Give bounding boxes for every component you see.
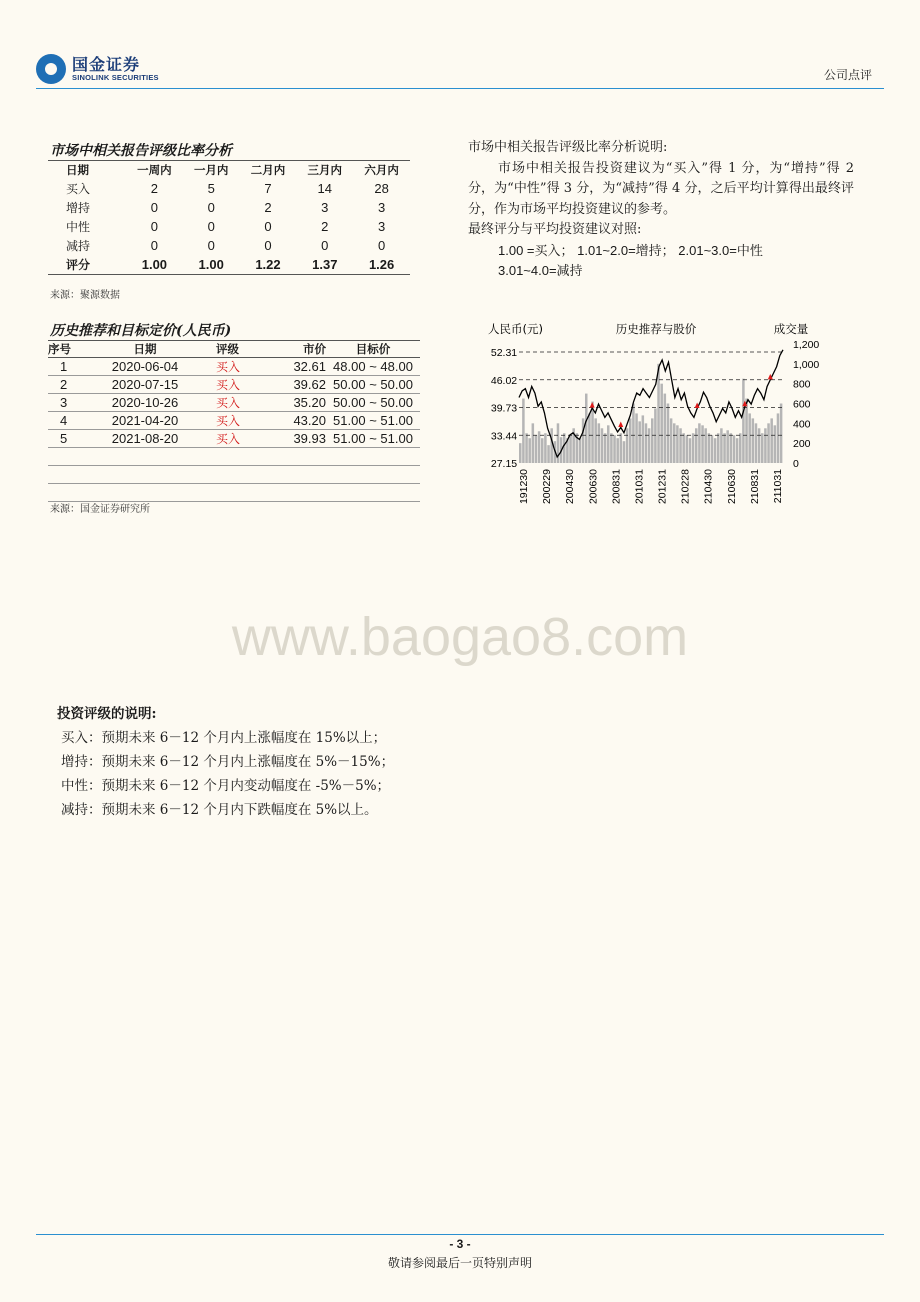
volume-bar bbox=[623, 441, 626, 463]
volume-bar bbox=[535, 435, 538, 463]
invest-rating-item: 买入：预期未来 6－12 个月内上涨幅度在 15%以上； bbox=[61, 730, 387, 746]
x-tick-label: 201231 bbox=[656, 469, 669, 505]
rating-cell: 3 bbox=[321, 200, 329, 215]
volume-bar bbox=[632, 404, 635, 464]
history-title: 历史推荐和目标定价(人民币) bbox=[50, 323, 232, 339]
history-empty-row bbox=[48, 448, 420, 466]
history-empty-cell bbox=[48, 466, 420, 484]
volume-bar bbox=[538, 431, 541, 463]
volume-bar bbox=[717, 433, 720, 463]
rating-cell: 0 bbox=[377, 238, 386, 253]
volume-bar bbox=[519, 443, 522, 463]
y-left-tick-label: 46.02 bbox=[490, 374, 518, 387]
recommendation-marker bbox=[590, 402, 595, 408]
rating-map-line-1: 1.00 =买入； 1.01~2.0=增持； 2.01~3.0=中性 bbox=[498, 242, 763, 258]
rating-row bbox=[48, 217, 410, 236]
price-recommendation-chart bbox=[466, 318, 836, 518]
volume-bar bbox=[761, 433, 764, 463]
rating-cell: 1.00 bbox=[183, 255, 240, 275]
volume-bar bbox=[629, 418, 632, 463]
history-cell-target: 51.00 ~ 51.00 bbox=[326, 430, 420, 448]
history-row bbox=[48, 394, 420, 412]
y-left-tick-label: 27.15 bbox=[490, 458, 518, 470]
volume-bar bbox=[664, 394, 667, 463]
volume-bar bbox=[648, 428, 651, 463]
rating-cell: 0 bbox=[321, 238, 329, 253]
history-source: 来源：国金证券研究所 bbox=[50, 504, 150, 515]
rating-map-line-2: 3.01~4.0=减持 bbox=[498, 263, 583, 278]
invest-rating-item: 中性：预期未来 6－12 个月内变动幅度在 -5%－5%； bbox=[61, 778, 391, 794]
volume-bar bbox=[657, 364, 660, 463]
volume-bar bbox=[579, 438, 582, 463]
rating-map-title: 最终评分与平均投资建议对照: bbox=[468, 222, 642, 237]
rating-row bbox=[48, 255, 410, 275]
col-header: 二月内 bbox=[250, 163, 286, 177]
rating-cell: 0 bbox=[207, 219, 215, 234]
history-cell-no: 3 bbox=[48, 394, 90, 412]
history-cell-rating: 买入 bbox=[200, 358, 286, 376]
y-left-tick-label: 52.31 bbox=[490, 347, 518, 359]
volume-bar bbox=[607, 425, 610, 463]
volume-bar bbox=[774, 425, 777, 463]
history-cell-rating: 买入 bbox=[200, 412, 286, 430]
volume-bar bbox=[598, 423, 601, 463]
volume-bar bbox=[613, 435, 616, 463]
rating-cell: 28 bbox=[374, 181, 389, 196]
volume-bar bbox=[770, 418, 773, 463]
volume-bar bbox=[642, 415, 645, 463]
volume-bar bbox=[626, 428, 629, 463]
col-header: 日期 bbox=[66, 163, 89, 177]
rating-cell: 1.22 bbox=[240, 255, 297, 275]
history-empty-cell bbox=[48, 448, 420, 466]
rating-desc-title: 市场中相关报告评级比率分析说明: bbox=[468, 140, 668, 155]
rating-cell: 14 bbox=[317, 181, 333, 196]
history-row bbox=[48, 358, 420, 376]
chart-ylabel-left: 人民币(元) bbox=[488, 322, 543, 336]
rating-desc-body: 市场中相关报告投资建议为“买入”得 1 分，为“增持”得 2 分，为“中性”得 3 分，为“减持”得 4 分，之后平均计算得出最终评分，作为市场平均投资建议的参考。 bbox=[468, 160, 854, 217]
col-header: 序号 bbox=[48, 341, 90, 358]
volume-bar bbox=[528, 438, 531, 463]
history-cell-rating: 买入 bbox=[200, 430, 286, 448]
history-empty-row bbox=[48, 484, 420, 502]
chart-ylabel-right: 成交量 bbox=[773, 322, 809, 336]
rating-row bbox=[48, 236, 410, 255]
history-cell-target: 51.00 ~ 51.00 bbox=[326, 412, 420, 430]
volume-bar bbox=[585, 394, 588, 463]
history-cell-price: 39.93 bbox=[286, 430, 326, 448]
history-row bbox=[48, 412, 420, 430]
x-tick-label: 200630 bbox=[587, 469, 600, 505]
y-right-tick-label: 400 bbox=[793, 418, 811, 431]
rating-row-label: 减持 bbox=[66, 239, 91, 253]
volume-bar bbox=[739, 433, 742, 463]
volume-bar bbox=[764, 428, 767, 463]
history-table bbox=[48, 340, 420, 502]
volume-bar bbox=[708, 433, 711, 463]
x-tick-label: 210630 bbox=[725, 469, 738, 505]
y-right-tick-label: 800 bbox=[793, 378, 811, 391]
x-tick-label: 200831 bbox=[610, 469, 623, 505]
history-cell-no: 2 bbox=[48, 376, 90, 394]
volume-bar bbox=[638, 421, 641, 463]
invest-rating-item: 减持：预期未来 6－12 个月内下跌幅度在 5%以上。 bbox=[61, 802, 378, 818]
volume-bar bbox=[541, 438, 544, 463]
volume-bar bbox=[733, 435, 736, 463]
col-header: 日期 bbox=[90, 341, 200, 358]
rating-stats-table bbox=[48, 160, 410, 275]
rating-cell: 1.37 bbox=[296, 255, 353, 275]
history-cell-target: 50.00 ~ 50.00 bbox=[326, 376, 420, 394]
company-logo-icon bbox=[36, 54, 66, 84]
history-cell-no: 5 bbox=[48, 430, 90, 448]
rating-cell: 2 bbox=[321, 219, 329, 234]
rating-cell: 0 bbox=[264, 238, 272, 253]
page-number: - 3 - bbox=[449, 1237, 471, 1251]
volume-bar bbox=[701, 425, 704, 463]
volume-bar bbox=[620, 433, 623, 463]
y-right-tick-label: 0 bbox=[793, 458, 799, 470]
volume-bar bbox=[563, 433, 566, 463]
history-empty-cell bbox=[48, 484, 420, 502]
history-row bbox=[48, 376, 420, 394]
volume-bar bbox=[654, 408, 657, 463]
company-logo-cn: 国金证券 bbox=[72, 55, 141, 74]
header-divider bbox=[36, 88, 884, 89]
volume-bar bbox=[550, 428, 553, 463]
invest-rating-title: 投资评级的说明: bbox=[57, 706, 157, 722]
volume-bar bbox=[610, 433, 613, 463]
volume-bar bbox=[720, 428, 723, 463]
volume-bar bbox=[742, 379, 745, 463]
history-cell-target: 48.00 ~ 48.00 bbox=[326, 358, 420, 376]
history-row bbox=[48, 430, 420, 448]
volume-bar bbox=[569, 435, 572, 463]
rating-cell: 0 bbox=[150, 219, 159, 234]
volume-bar bbox=[582, 418, 585, 463]
volume-bar bbox=[679, 428, 682, 463]
watermark: www.baogao8.com bbox=[231, 607, 689, 667]
history-cell-no: 4 bbox=[48, 412, 90, 430]
rating-row-label: 买入 bbox=[66, 182, 91, 196]
volume-bar bbox=[689, 438, 692, 463]
rating-row bbox=[48, 198, 410, 217]
volume-bar bbox=[711, 435, 714, 463]
volume-bar bbox=[601, 428, 604, 463]
company-logo-en: SINOLINK SECURITIES bbox=[72, 73, 159, 82]
footer-divider bbox=[36, 1234, 884, 1235]
col-header: 一月内 bbox=[193, 163, 229, 177]
y-right-tick-label: 1,200 bbox=[793, 339, 820, 351]
volume-bar bbox=[704, 428, 707, 463]
volume-bar bbox=[670, 418, 673, 463]
volume-bar bbox=[635, 413, 638, 463]
volume-bar bbox=[714, 438, 717, 463]
rating-cell: 0 bbox=[150, 200, 159, 215]
volume-bar bbox=[645, 423, 648, 463]
volume-bar bbox=[730, 433, 733, 463]
volume-bar bbox=[758, 428, 761, 463]
volume-bar bbox=[676, 425, 679, 463]
invest-rating-item: 增持：预期未来 6－12 个月内上涨幅度在 5%－15%； bbox=[61, 754, 395, 770]
col-header: 六月内 bbox=[364, 163, 399, 177]
rating-row-label: 中性 bbox=[66, 220, 91, 234]
volume-bar bbox=[682, 433, 685, 463]
history-cell-price: 43.20 bbox=[286, 412, 326, 430]
footer-disclaimer: 敬请参阅最后一页特别声明 bbox=[387, 1256, 532, 1270]
col-header: 市价 bbox=[286, 341, 326, 358]
rating-description bbox=[468, 138, 854, 282]
history-cell-price: 32.61 bbox=[286, 358, 326, 376]
rating-cell: 2 bbox=[150, 181, 159, 196]
volume-bar bbox=[522, 399, 525, 463]
history-cell-date: 2020-07-15 bbox=[90, 376, 200, 394]
y-axis-right bbox=[793, 339, 819, 470]
volume-bar bbox=[752, 418, 755, 463]
history-cell-price: 39.62 bbox=[286, 376, 326, 394]
rating-cell: 0 bbox=[150, 238, 159, 253]
rating-stats-source: 来源：聚源数据 bbox=[50, 290, 120, 301]
history-cell-rating: 买入 bbox=[200, 376, 286, 394]
x-tick-label: 210228 bbox=[679, 469, 692, 505]
volume-bar bbox=[525, 433, 528, 463]
col-header: 目标价 bbox=[326, 341, 420, 358]
invest-rating-section bbox=[57, 702, 394, 822]
rating-cell: 1.00 bbox=[126, 255, 183, 275]
report-type: 公司点评 bbox=[823, 68, 872, 82]
rating-cell: 1.26 bbox=[353, 255, 410, 275]
y-right-tick-label: 1,000 bbox=[793, 358, 820, 371]
volume-bar bbox=[777, 413, 780, 463]
rating-stats-title: 市场中相关报告评级比率分析 bbox=[50, 143, 232, 159]
volume-bar bbox=[748, 413, 751, 463]
x-tick-label: 210430 bbox=[702, 469, 715, 505]
history-cell-date: 2021-08-20 bbox=[90, 430, 200, 448]
rating-cell: 3 bbox=[377, 219, 386, 234]
x-tick-label: 200430 bbox=[564, 469, 577, 505]
history-cell-date: 2020-10-26 bbox=[90, 394, 200, 412]
volume-bar bbox=[698, 423, 701, 463]
col-header: 评级 bbox=[200, 341, 286, 358]
rating-row-label: 增持 bbox=[66, 201, 91, 215]
y-right-tick-label: 200 bbox=[793, 438, 811, 451]
x-axis bbox=[518, 469, 784, 504]
history-cell-date: 2021-04-20 bbox=[90, 412, 200, 430]
y-right-tick-label: 600 bbox=[793, 398, 811, 411]
history-cell-price: 35.20 bbox=[286, 394, 326, 412]
history-cell-target: 50.00 ~ 50.00 bbox=[326, 394, 420, 412]
rating-cell: 2 bbox=[264, 200, 272, 215]
recommendation-marker bbox=[618, 421, 623, 427]
volume-bar bbox=[604, 433, 607, 463]
history-cell-rating: 买入 bbox=[200, 394, 286, 412]
volume-bar bbox=[780, 404, 783, 464]
x-tick-label: 191230 bbox=[518, 469, 530, 505]
volume-bar bbox=[673, 423, 676, 463]
volume-bar bbox=[695, 428, 698, 463]
history-cell-no: 1 bbox=[48, 358, 90, 376]
volume-bar bbox=[686, 435, 689, 463]
chart-title: 历史推荐与股价 bbox=[615, 322, 697, 336]
x-tick-label: 201031 bbox=[633, 469, 646, 505]
rating-cell: 0 bbox=[207, 200, 215, 215]
rating-cell: 0 bbox=[207, 238, 215, 253]
history-empty-row bbox=[48, 466, 420, 484]
volume-bar bbox=[767, 423, 770, 463]
volume-bar bbox=[588, 413, 591, 463]
volume-bar bbox=[745, 399, 748, 463]
volume-bar bbox=[660, 384, 663, 463]
volume-bar bbox=[616, 438, 619, 463]
rating-cell: 7 bbox=[264, 181, 272, 196]
volume-bar bbox=[594, 418, 597, 463]
col-header: 三月内 bbox=[307, 163, 343, 177]
rating-cell: 3 bbox=[377, 200, 386, 215]
x-tick-label: 211031 bbox=[772, 469, 784, 504]
y-left-tick-label: 39.73 bbox=[490, 402, 518, 415]
col-header: 一周内 bbox=[137, 163, 172, 177]
y-axis-left bbox=[491, 347, 517, 470]
history-cell-date: 2020-06-04 bbox=[90, 358, 200, 376]
rating-row-label: 评分 bbox=[48, 255, 126, 275]
rating-cell: 5 bbox=[207, 181, 215, 196]
volume-bar bbox=[723, 433, 726, 463]
volume-bar bbox=[544, 433, 547, 463]
rating-row bbox=[48, 179, 410, 198]
volume-bar bbox=[547, 445, 550, 463]
y-left-tick-label: 33.44 bbox=[490, 430, 518, 443]
volume-bar bbox=[755, 423, 758, 463]
rating-cell: 0 bbox=[264, 219, 272, 234]
volume-bar bbox=[532, 423, 535, 463]
x-tick-label: 200229 bbox=[541, 469, 554, 505]
volume-bar bbox=[726, 430, 729, 463]
volume-bar bbox=[667, 404, 670, 464]
volume-bar bbox=[736, 438, 739, 463]
volume-bar bbox=[692, 433, 695, 463]
volume-bar bbox=[651, 418, 654, 463]
x-tick-label: 210831 bbox=[748, 469, 761, 505]
